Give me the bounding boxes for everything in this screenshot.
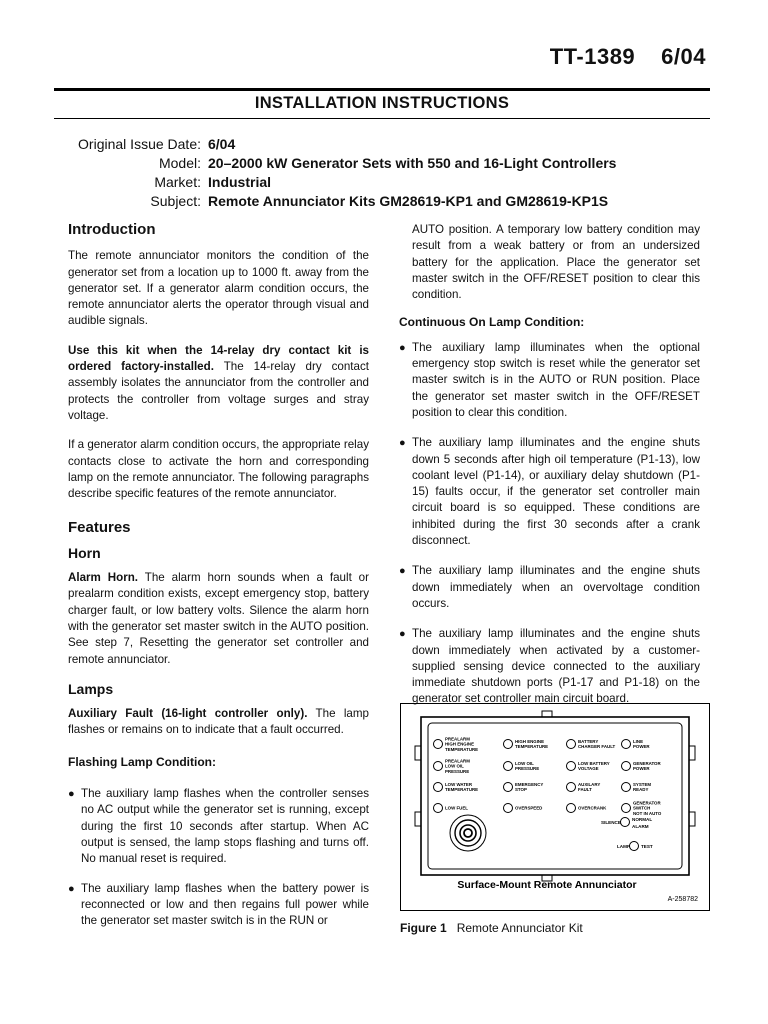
bullet-icon: ● <box>399 437 406 450</box>
annunciator-lamp-icon <box>504 740 513 749</box>
annunciator-lamp-icon <box>622 740 631 749</box>
test-label: TEST <box>641 844 653 849</box>
lamp-label: OVERCRANK <box>578 805 607 811</box>
annunciator-lamp-icon <box>622 804 631 813</box>
lamp-label: LOW FUEL <box>445 805 468 811</box>
lamp-label: BATTERY <box>578 739 599 744</box>
lamp-label: TEMPERATURE <box>515 744 549 750</box>
annunciator-lamp-icon <box>567 762 576 771</box>
meta-subject: Subject: Remote Annunciator Kits GM28619-KP1 and GM28619-KP1S <box>150 193 609 209</box>
lamp-label: PREALARM <box>445 758 470 764</box>
annunciator-lamp-icon <box>434 740 443 749</box>
lamp-label: TEMPERATURE <box>445 746 479 752</box>
figure-caption: Surface-Mount Remote Annunciator <box>457 879 637 891</box>
lamp-label: SYSTEM <box>633 782 652 787</box>
lamp-label: NOT IN AUTO <box>633 810 662 816</box>
lamp-label: EMERGENCY <box>515 782 544 787</box>
lamp-label: POWER <box>633 766 650 772</box>
bullet-icon: ● <box>68 882 75 895</box>
lamps-heading: Lamps <box>68 680 114 697</box>
meta-market: Market: Industrial <box>154 174 272 190</box>
horn-paragraph: Alarm Horn. The alarm horn sounds when a fault or prealarm condition exists, except emergency stop, battery charger fault, or low battery volts. Silence the alarm horn with the generator set master switch in the AUTO position. See step 7, Resetting the generator set controller and remote annunciator. <box>68 571 369 666</box>
lamp-label: STOP <box>515 787 527 793</box>
meta-issue-date: Original Issue Date: 6/04 <box>78 136 236 152</box>
intro-paragraph-3: If a generator alarm condition occurs, the appropriate relay contacts close to activate the horn and corresponding lamp on the remote annunciator. The following paragraphs describe specific features of the remote annunciator. <box>68 438 369 501</box>
lamp-label: LAMP <box>617 844 631 849</box>
part-number: A-258782 <box>667 896 698 903</box>
lamp-label: GENERATOR <box>633 800 661 806</box>
silence-switch-icon <box>621 818 630 827</box>
lamp-label: LOW BATTERY <box>578 761 610 766</box>
bullet-icon: ● <box>399 341 406 354</box>
lamp-label: GENERATOR <box>633 761 661 766</box>
lamp-label: HIGH ENGINE <box>445 741 475 747</box>
annunciator-lamp-icon <box>434 762 443 771</box>
lamp-label: TEMPERATURE <box>445 787 479 793</box>
continuous-heading: Continuous On Lamp Condition: <box>399 315 585 330</box>
horn-heading: Horn <box>68 544 101 561</box>
lamp-label: READY <box>633 787 649 793</box>
on-bullet-3: ● The auxiliary lamp illuminates and the engine shuts down immediately when an overvoltage condition occurs. <box>399 564 700 610</box>
lamp-label: SWITCH <box>633 805 651 811</box>
aux-fault-paragraph: Auxiliary Fault (16-light controller only). The lamp flashes or remains on to indicate that a fault occurred. <box>68 707 369 737</box>
annunciator-lamp-icon <box>622 783 631 792</box>
bullet-icon: ● <box>68 788 75 801</box>
annunciator-lamp-icon <box>434 804 443 813</box>
document-number: TT-1389 6/04 <box>549 44 706 69</box>
lamp-label: LOW WATER <box>445 782 472 787</box>
lamp-label: FAULT <box>578 787 592 793</box>
lamp-label: PRESSURE <box>515 766 540 772</box>
bullet-icon: ● <box>399 628 406 641</box>
lamp-label: CHARGER FAULT <box>578 744 616 750</box>
annunciator-lamp-icon <box>622 762 631 771</box>
lamp-label: POWER <box>633 744 650 750</box>
silence-label: SILENCE <box>601 820 621 825</box>
annunciator-lamp-icon <box>567 804 576 813</box>
annunciator-lamp-icon <box>434 783 443 792</box>
continued-paragraph: AUTO position. A temporary low battery condition may result from a weak battery or from an undersized battery for the application. Place the generator set master switch in the OFF/RESET position to clear this condition. <box>412 223 700 302</box>
introduction-heading: Introduction <box>68 221 156 238</box>
features-heading: Features <box>68 519 131 537</box>
header-rule-top <box>54 88 710 91</box>
normal-label: NORMAL <box>632 817 653 822</box>
meta-model: Model: 20–2000 kW Generator Sets with 550 and 16-Light Controllers <box>158 155 617 171</box>
on-bullet-2: ● The auxiliary lamp illuminates and the engine shuts down 5 seconds after high oil temperature (P1-13), low coolant level (P1-14), or auxiliary delay shutdown (P1-15) faults occur, if the generator set controller main circuit board is so equipped. These conditions are inhibited during the first 30 seconds after a crank disconnect. <box>399 436 700 548</box>
lamp-test-switch-icon <box>630 842 639 851</box>
flash-bullet-2: ● The auxiliary lamp flashes when the battery power is reconnected or low and then regains full power while the generator set master switch is in the RUN or <box>68 881 369 928</box>
lamp-label: OVERSPEED <box>515 805 543 811</box>
intro-paragraph-1: The remote annunciator monitors the condition of the generator set from a location up to 1000 ft. away from the generator set. If a generator alarm condition occurs, the remote annunciator alerts the operator through visual and audible signals. <box>68 249 369 328</box>
flashing-heading: Flashing Lamp Condition: <box>68 754 216 769</box>
annunciator-figure <box>400 703 710 911</box>
page-title: INSTALLATION INSTRUCTIONS <box>254 94 510 112</box>
lamp-label: LOW OIL <box>515 761 534 766</box>
flash-bullet-1: ● The auxiliary lamp flashes when the controller senses no AC output while the generator set is running, except during the first 10 seconds after startup. When AC output is sensed, the lamp stops flashing and turns off. No manual reset is required. <box>68 787 369 866</box>
figure-label: Figure 1 Remote Annunciator Kit <box>400 921 583 935</box>
annunciator-illustration <box>401 704 709 910</box>
document-meta <box>54 135 710 211</box>
intro-paragraph-2: Use this kit when the 14-relay dry contact kit is ordered factory-installed. The 14-relay dry contact assembly isolates the annunciator from the controller and protects the controller from voltage surges and stray voltage. <box>68 343 369 422</box>
annunciator-lamp-icon <box>504 762 513 771</box>
on-bullet-1: ● The auxiliary lamp illuminates when the optional emergency stop switch is reset while the generator set master switch is in the AUTO or RUN position. Place the generator set master switch in the OFF/RESET position to clear this condition. <box>399 340 700 419</box>
lamp-label: AUXILARY <box>578 782 601 787</box>
on-bullet-4: ● The auxiliary lamp illuminates and the engine shuts down immediately when activated by a customer-supplied sensing device connected to the auxiliary immediate shutdown ports (P1-17 and P1-18) on the generator set controller main circuit board. <box>399 627 700 706</box>
lamp-label: HIGH ENGINE <box>515 739 545 744</box>
alarm-label: ALARM <box>632 824 649 829</box>
annunciator-lamp-icon <box>567 740 576 749</box>
right-column <box>399 222 700 708</box>
lamp-label: VOLTAGE <box>578 766 599 772</box>
lamp-label: LOW OIL <box>445 763 464 769</box>
lamp-grid <box>434 736 662 815</box>
annunciator-lamp-icon <box>567 783 576 792</box>
lamp-label: PREALARM <box>445 736 470 742</box>
header-rule-bottom <box>54 118 710 119</box>
lamp-label: PRESSURE <box>445 768 470 774</box>
left-column <box>68 222 369 929</box>
lamp-label: LINE <box>633 739 644 744</box>
bullet-icon: ● <box>399 565 406 578</box>
annunciator-lamp-icon <box>504 783 513 792</box>
annunciator-lamp-icon <box>504 804 513 813</box>
